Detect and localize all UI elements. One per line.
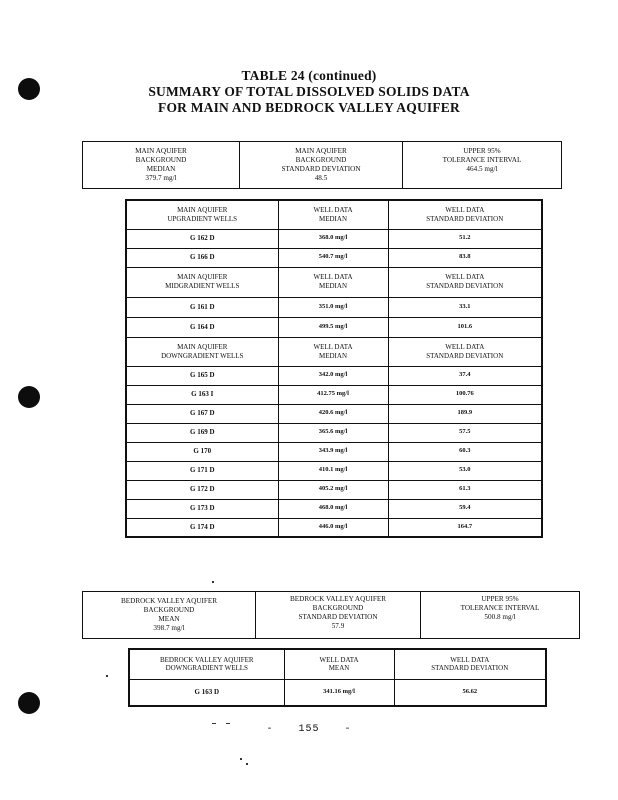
well-id: G 171 D	[126, 461, 278, 480]
well-sd: 57.5	[388, 423, 542, 442]
well-sd: 51.2	[388, 229, 542, 248]
well-median: 342.0 mg/l	[278, 366, 388, 385]
table-row	[126, 423, 542, 442]
well-id: G 163 D	[129, 679, 284, 706]
well-median: 343.9 mg/l	[278, 442, 388, 461]
main-aquifer-wells-table	[125, 199, 543, 538]
table-row	[126, 442, 542, 461]
bedrock-header-row	[129, 649, 546, 679]
punch-hole-bottom	[18, 692, 40, 714]
table-row	[126, 297, 542, 317]
bedrock-tolerance-cell	[421, 592, 579, 638]
well-id: G 172 D	[126, 480, 278, 499]
table-row	[126, 229, 542, 248]
well-sd: 33.1	[388, 297, 542, 317]
well-id: G 165 D	[126, 366, 278, 385]
bedrock-wells-table	[128, 648, 547, 707]
scan-speck	[226, 723, 230, 724]
cell-label: MEDIAN	[146, 165, 176, 173]
column-header: WELL DATA STANDARD DEVIATION	[394, 649, 546, 679]
scan-speck	[240, 758, 242, 760]
scan-speck	[246, 763, 248, 765]
scan-speck	[106, 675, 108, 677]
cell-label: TOLERANCE INTERVAL	[460, 604, 540, 612]
bedrock-background-sd-cell	[256, 592, 421, 638]
cell-label: BACKGROUND	[295, 156, 347, 164]
well-sd: 83.8	[388, 248, 542, 267]
cell-label: TOLERANCE INTERVAL	[442, 156, 522, 164]
cell-label: BACKGROUND	[312, 604, 364, 612]
well-sd: 60.3	[388, 442, 542, 461]
cell-label: BEDROCK VALLEY AQUIFER	[120, 597, 218, 605]
page-number-dash-right: -	[344, 724, 352, 735]
well-sd: 100.76	[388, 385, 542, 404]
well-mean: 341.16 mg/l	[284, 679, 394, 706]
main-tolerance-cell	[403, 142, 561, 188]
well-id: G 167 D	[126, 404, 278, 423]
column-header: WELL DATA STANDARD DEVIATION	[388, 337, 542, 366]
cell-label: MAIN AQUIFER	[135, 147, 187, 155]
well-id: G 174 D	[126, 518, 278, 537]
main-aquifer-summary	[82, 141, 562, 189]
cell-value: 500.8 mg/l	[484, 613, 516, 621]
well-sd: 56.62	[394, 679, 546, 706]
well-median: 420.6 mg/l	[278, 404, 388, 423]
well-id: G 170	[126, 442, 278, 461]
well-median: 368.0 mg/l	[278, 229, 388, 248]
downgradient-header-row	[126, 337, 542, 366]
table-row	[126, 404, 542, 423]
cell-value: 398.7 mg/l	[153, 624, 185, 632]
midgradient-header-row	[126, 267, 542, 297]
column-header: WELL DATA STANDARD DEVIATION	[388, 267, 542, 297]
cell-label: STANDARD DEVIATION	[298, 613, 378, 621]
main-background-median-cell	[83, 142, 240, 188]
cell-label: UPPER 95%	[463, 147, 501, 155]
table-row	[126, 366, 542, 385]
cell-value: 464.5 mg/l	[466, 165, 498, 173]
column-header: WELL DATA MEAN	[284, 649, 394, 679]
cell-value: 57.9	[331, 622, 345, 630]
well-sd: 37.4	[388, 366, 542, 385]
well-sd: 164.7	[388, 518, 542, 537]
page-number-dash-left: -	[266, 724, 274, 735]
well-id: G 163 I	[126, 385, 278, 404]
table-row	[126, 480, 542, 499]
column-header: WELL DATA MEDIAN	[278, 267, 388, 297]
table-row	[126, 385, 542, 404]
well-sd: 61.3	[388, 480, 542, 499]
page-subtitle: FOR MAIN AND BEDROCK VALLEY AQUIFER	[158, 100, 460, 115]
table-number: TABLE 24 (continued)	[241, 68, 377, 83]
page-title: SUMMARY OF TOTAL DISSOLVED SOLIDS DATA	[148, 84, 470, 99]
well-id: G 164 D	[126, 317, 278, 337]
page-number	[0, 724, 618, 735]
scan-speck	[212, 723, 216, 724]
well-id: G 162 D	[126, 229, 278, 248]
upgradient-header-row	[126, 200, 542, 229]
well-median: 410.1 mg/l	[278, 461, 388, 480]
table-row	[126, 248, 542, 267]
well-sd: 189.9	[388, 404, 542, 423]
table-row	[126, 499, 542, 518]
well-sd: 101.6	[388, 317, 542, 337]
cell-value: 379.7 mg/l	[145, 174, 177, 182]
well-id: G 169 D	[126, 423, 278, 442]
well-id: G 166 D	[126, 248, 278, 267]
well-median: 468.0 mg/l	[278, 499, 388, 518]
scan-speck	[212, 581, 214, 583]
well-sd: 59.4	[388, 499, 542, 518]
table-row	[126, 317, 542, 337]
cell-value: 48.5	[314, 174, 328, 182]
cell-label: BEDROCK VALLEY AQUIFER	[289, 595, 387, 603]
page-number-value: 155	[298, 724, 320, 735]
column-header: WELL DATA MEDIAN	[278, 337, 388, 366]
main-background-sd-cell	[240, 142, 403, 188]
well-sd: 53.0	[388, 461, 542, 480]
well-median: 540.7 mg/l	[278, 248, 388, 267]
cell-label: UPPER 95%	[481, 595, 519, 603]
well-median: 365.6 mg/l	[278, 423, 388, 442]
bedrock-background-mean-cell	[83, 592, 256, 638]
section-label: BEDROCK VALLEY AQUIFER DOWNGRADIENT WELLS	[129, 649, 284, 679]
cell-label: MAIN AQUIFER	[295, 147, 347, 155]
column-header: WELL DATA STANDARD DEVIATION	[388, 200, 542, 229]
well-id: G 173 D	[126, 499, 278, 518]
section-label: MAIN AQUIFER MIDGRADIENT WELLS	[126, 267, 278, 297]
table-row	[129, 679, 546, 706]
punch-hole-middle	[18, 386, 40, 408]
well-median: 499.5 mg/l	[278, 317, 388, 337]
well-median: 446.0 mg/l	[278, 518, 388, 537]
well-median: 405.2 mg/l	[278, 480, 388, 499]
well-median: 351.0 mg/l	[278, 297, 388, 317]
cell-label: BACKGROUND	[143, 606, 195, 614]
table-row	[126, 518, 542, 537]
well-id: G 161 D	[126, 297, 278, 317]
cell-label: STANDARD DEVIATION	[281, 165, 361, 173]
well-median: 412.75 mg/l	[278, 385, 388, 404]
bedrock-aquifer-summary	[82, 591, 580, 639]
column-header: WELL DATA MEDIAN	[278, 200, 388, 229]
cell-label: BACKGROUND	[135, 156, 187, 164]
section-label: MAIN AQUIFER DOWNGRADIENT WELLS	[126, 337, 278, 366]
cell-label: MEAN	[158, 615, 180, 623]
section-label: MAIN AQUIFER UPGRADIENT WELLS	[126, 200, 278, 229]
table-row	[126, 461, 542, 480]
